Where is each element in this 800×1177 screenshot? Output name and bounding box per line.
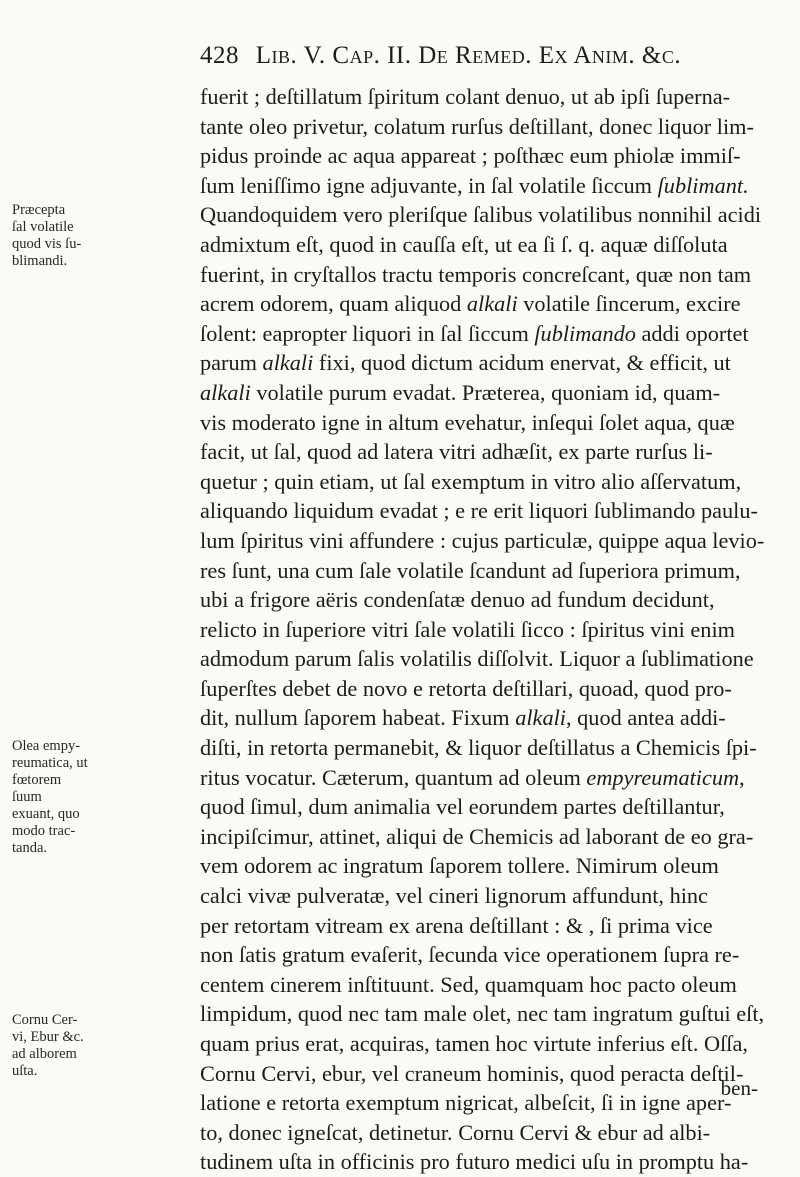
text-line <box>200 851 760 881</box>
text-line <box>200 1147 760 1177</box>
text-segment: res ſunt, una cum ſale volatile ſcandunt ad ſuperiora primum, <box>200 557 741 583</box>
text-line <box>200 378 760 408</box>
text-line <box>200 792 760 822</box>
text-segment: relicto in ſuperiore vitri ſale volatili ſicco : ſpiritus vini enim <box>200 616 735 642</box>
text-line <box>200 970 760 1000</box>
italic-term: alkali <box>466 291 518 317</box>
text-segment: incipiſcimur, attinet, aliqui de Chemicis ad laborant de eo gra- <box>200 823 754 849</box>
text-line <box>200 260 760 290</box>
running-header <box>200 42 760 70</box>
text-segment: fixi, quod dictum acidum enervat, & efficit, ut <box>313 350 731 376</box>
text-segment: tudinem uſta in officinis pro futuro medici uſu in promptu ha- <box>200 1149 749 1175</box>
text-segment: ſuperſtes debet de novo e retorta deſtillari, quoad, quod pro- <box>200 675 732 701</box>
italic-term: ſublimant. <box>657 172 749 198</box>
italic-term: empyreumaticum <box>586 764 740 790</box>
text-line <box>200 1029 760 1059</box>
text-segment: quam prius erat, acquiras, tamen hoc virtute inferius eſt. Oſſa, <box>200 1031 748 1056</box>
text-segment: quetur ; quin etiam, ut ſal exemptum in vitro alio aſſervatum, <box>200 468 742 494</box>
italic-term: alkali <box>515 705 566 731</box>
margin-note-line: vi, Ebur &c. <box>12 1029 84 1045</box>
text-segment: ritus vocatur. Cæterum, quantum ad oleum <box>200 764 587 790</box>
text-line <box>200 319 760 349</box>
text-segment: , <box>739 764 745 790</box>
text-segment: to, donec igneſcat, detinetur. Cornu Cervi & ebur ad albi- <box>200 1119 711 1145</box>
text-segment: volatile purum evadat. Præterea, quoniam id, quam- <box>250 379 721 405</box>
text-segment: admixtum eſt, quod in cauſſa eſt, ut ea ſi ſ. q. aquæ diſſoluta <box>200 231 728 257</box>
italic-term: alkali <box>262 350 314 376</box>
text-line <box>200 112 760 142</box>
margin-note-line: Præcepta <box>12 202 66 218</box>
margin-note-line: blimandi. <box>12 253 68 269</box>
text-line <box>200 141 760 171</box>
text-segment: vis moderato igne in altum evehatur, inſequi ſolet aqua, quæ <box>200 409 735 435</box>
text-segment: Cornu Cervi, ebur, vel craneum hominis, quod peracta deſtil- <box>200 1060 744 1086</box>
text-segment: Quandoquidem vero pleriſque ſalibus volatilibus nonnihil acidi <box>200 202 762 228</box>
margin-note-olea-empyreumatica <box>12 738 104 857</box>
text-line <box>200 556 760 586</box>
margin-note-line: tanda. <box>12 840 48 856</box>
margin-note-line: modo trac- <box>12 823 76 839</box>
text-line <box>200 289 760 319</box>
running-title: Lib. V. Cap. II. De Remed. Ex Anim. &c. <box>255 42 682 69</box>
text-line <box>200 999 765 1029</box>
text-segment: centem cinerem inſtituunt. Sed, quamquam hoc pacto oleum <box>200 971 737 997</box>
text-line <box>200 200 760 230</box>
text-line <box>200 881 760 911</box>
text-segment: lum ſpiritus vini affundere : cujus particulæ, quippe aqua levio- <box>200 527 765 553</box>
text-line <box>200 171 760 201</box>
text-line <box>200 408 760 438</box>
margin-note-line: Cornu Cer- <box>12 1012 78 1028</box>
text-segment: ubi a frigore aëris condenſatæ denuo ad fundum decidunt, <box>200 587 715 613</box>
text-line <box>200 733 760 763</box>
text-segment: quod ſimul, dum animalia vel eorundem partes deſtillantur, <box>200 794 725 820</box>
text-segment: , quod antea addi- <box>566 705 726 731</box>
margin-note-line: Olea empy- <box>12 738 81 754</box>
margin-note-line: ſal volatile <box>12 219 74 235</box>
text-line <box>200 348 760 378</box>
text-segment: non ſatis gratum evaſerit, ſecunda vice operationem ſupra re- <box>200 942 740 968</box>
text-segment: aliquando liquidum evadat ; e re erit liquori ſublimando paulu- <box>200 498 758 524</box>
margin-note-line: uſta. <box>12 1063 38 1079</box>
text-segment: latione e retorta exemptum nigricat, albeſcit, ſi in igne aper- <box>200 1090 732 1116</box>
text-line <box>200 1118 760 1148</box>
text-line <box>200 526 765 556</box>
italic-term: alkali <box>200 379 251 405</box>
margin-note-line: exuant, quo <box>12 806 80 822</box>
margin-note-cornu-cervi <box>12 1012 104 1080</box>
text-line <box>200 911 760 941</box>
margin-note-line: fœtorem <box>12 772 62 788</box>
text-line <box>200 615 760 645</box>
catchword: ben- <box>720 1076 758 1100</box>
text-segment: pidus proinde ac aqua appareat ; poſthæc eum phiolæ immiſ- <box>200 143 741 169</box>
text-segment: diſti, in retorta permanebit, & liquor deſtillatus a Chemicis ſpi- <box>200 735 757 761</box>
margin-note-line: reumatica, ut <box>12 755 88 771</box>
text-segment: facit, ut ſal, quod ad latera vitri adhæſit, ex parte rurſus li- <box>200 439 713 465</box>
text-line <box>200 674 760 704</box>
margin-note-line: ad alborem <box>12 1046 77 1062</box>
text-segment: fuerit ; deſtillatum ſpiritum colant denuo, ut ab ipſi ſuperna- <box>200 84 731 109</box>
text-line <box>200 467 760 497</box>
text-line <box>200 496 760 526</box>
main-text <box>200 82 765 1177</box>
page-number: 428 <box>200 42 239 69</box>
text-segment: acrem odorem, quam aliquod <box>200 291 467 317</box>
text-segment: limpidum, quod nec tam male olet, nec tam ingratum guſtui eſt, <box>200 1001 765 1027</box>
margin-note-line: quod vis ſu- <box>12 236 82 252</box>
text-segment: ſum leniſſimo igne adjuvante, in ſal volatile ſiccum <box>200 172 658 198</box>
margin-note-sal-volatile <box>12 202 104 270</box>
text-line <box>200 822 760 852</box>
text-line <box>200 1059 760 1089</box>
text-line <box>200 1088 760 1118</box>
text-segment: addi oportet <box>635 320 749 346</box>
text-segment: volatile ſincerum, excire <box>517 291 741 317</box>
text-segment: vem odorem ac ingratum ſaporem tollere. Nimirum oleum <box>200 853 719 879</box>
text-segment: parum <box>200 350 263 376</box>
text-segment: calci vivæ pulveratæ, vel cineri lignorum affundunt, hinc <box>200 883 708 909</box>
text-segment: dit, nullum ſaporem habeat. Fixum <box>200 705 516 731</box>
text-line <box>200 437 760 467</box>
text-line <box>200 940 760 970</box>
text-line <box>200 82 760 112</box>
text-line <box>200 703 760 733</box>
text-line <box>200 644 760 674</box>
text-segment: ſolent: eapropter liquori in ſal ſiccum <box>200 320 535 346</box>
text-segment: fuerint, in cryſtallos tractu temporis concreſcant, quæ non tam <box>200 261 752 287</box>
margin-note-line: ſuum <box>12 789 42 805</box>
text-segment: per retortam vitream ex arena deſtillant : & , ſi prima vice <box>200 912 713 938</box>
text-line <box>200 763 760 793</box>
text-line <box>200 230 760 260</box>
text-line <box>200 585 760 615</box>
italic-term: ſublimando <box>534 320 636 346</box>
text-segment: admodum parum ſalis volatilis diſſolvit. Liquor a ſublimatione <box>200 646 754 672</box>
text-segment: tante oleo privetur, colatum rurſus deſtillant, donec liquor lim- <box>200 113 754 139</box>
